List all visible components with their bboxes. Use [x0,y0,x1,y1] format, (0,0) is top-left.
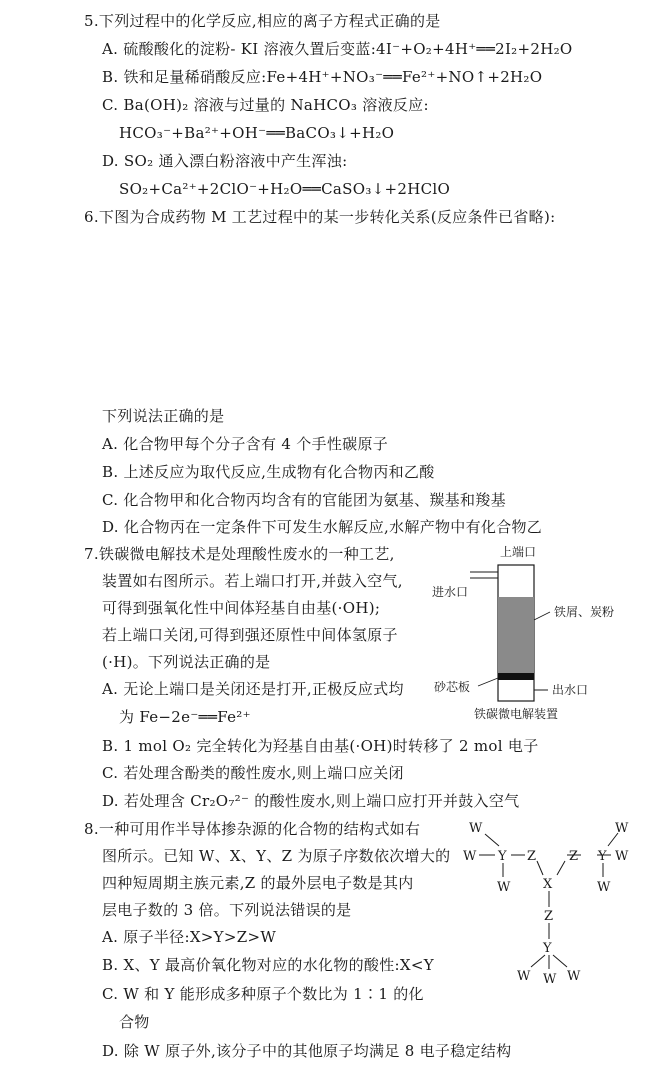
q7-stem-line-5: (·H)。下列说法正确的是 [102,653,271,671]
q7-outlet-label: 出水口 [552,683,589,697]
q8-option-b: B. X、Y 最高价氧化物对应的水化物的酸性:X<Y [102,956,434,974]
q8-atom-w: W [517,969,531,984]
q8-atom-w: W [615,821,629,836]
q8-atom-w: W [597,880,611,895]
q6-stem: 6.下图为合成药物 M 工艺过程中的某一步转化关系(反应条件已省略): [84,208,556,226]
q7-figure-caption: 铁碳微电解装置 [474,707,559,721]
q7-apparatus-figure [430,540,650,725]
q6-option-b: B. 上述反应为取代反应,生成物有化合物丙和乙酸 [102,463,435,481]
q8-atom-z: Z [527,849,537,864]
q8-option-c: C. W 和 Y 能形成多种原子个数比为 1∶1 的化 [102,985,424,1003]
q7-option-c: C. 若处理含酚类的酸性废水,则上端口应关闭 [102,764,404,782]
q8-atom-z: Z [544,909,554,924]
q5-option-d-equation: SO₂+Ca²⁺+2ClO⁻+H₂O══CaSO₃↓+2HClO [119,180,451,198]
q8-option-d: D. 除 W 原子外,该分子中的其他原子均满足 8 电子稳定结构 [102,1042,512,1060]
q5-option-a: A. 硫酸酸化的淀粉- KI 溶液久置后变蓝:4I⁻+O₂+4H⁺══2I₂+2H₂O [102,40,573,58]
q7-option-d: D. 若处理含 Cr₂O₇²⁻ 的酸性废水,则上端口应打开并鼓入空气 [102,792,520,810]
q7-filling-leader [534,612,550,620]
q7-stem-line-3: 可得到强氧化性中间体羟基自由基(·OH); [102,599,381,617]
q6-option-d: D. 化合物丙在一定条件下可发生水解反应,水解产物中有化合物乙 [102,518,543,536]
q8-atom-w: W [463,849,477,864]
q8-atom-w: W [567,969,581,984]
q7-stem-line-2: 装置如右图所示。若上端口打开,并鼓入空气, [102,572,403,590]
q7-option-a: A. 无论上端口是关闭还是打开,正极反应式均 [102,680,404,698]
q8-atom-w: W [497,880,511,895]
q8-stem-line-1: 8.一种可用作半导体掺杂源的化合物的结构式如右 [84,820,421,838]
q5-option-c-equation: HCO₃⁻+Ba²⁺+OH⁻══BaCO₃↓+H₂O [119,124,395,142]
q7-option-a-cont: 为 Fe−2e⁻══Fe²⁺ [119,708,251,726]
q8-stem-line-3: 四种短周期主族元素,Z 的最外层电子数是其内 [102,874,414,892]
q7-filling-label: 铁屑、炭粉 [554,605,615,619]
q6-prompt: 下列说法正确的是 [102,407,225,425]
q8-option-c-cont: 合物 [119,1013,150,1031]
q6-option-a: A. 化合物甲每个分子含有 4 个手性碳原子 [102,435,389,453]
q8-atom-z: Z [569,849,579,864]
q7-stem-line-1: 7.铁碳微电解技术是处理酸性废水的一种工艺, [84,545,395,563]
q8-atom-w: W [615,849,629,864]
q8-option-a: A. 原子半径:X>Y>Z>W [102,928,277,946]
q8-atoms [463,821,629,987]
q7-plate-leader [478,678,498,686]
q5-option-d: D. SO₂ 通入漂白粉溶液中产生浑浊: [102,152,348,170]
q7-option-b: B. 1 mol O₂ 完全转化为羟基自由基(·OH)时转移了 2 mol 电子 [102,737,539,755]
q7-stem-line-4: 若上端口关闭,可得到强还原性中间体氢原子 [102,626,398,644]
q7-plate-label: 砂芯板 [434,680,471,694]
q7-inlet-label: 进水口 [432,585,469,599]
q8-atom-x: X [543,877,553,892]
q8-structure-figure [455,815,645,1000]
q7-filling-region [498,597,534,673]
q5-stem: 5.下列过程中的化学反应,相应的离子方程式正确的是 [84,12,441,30]
q8-stem-line-4: 层电子数的 3 倍。下列说法错误的是 [102,901,352,919]
q8-atom-y: Y [598,849,607,864]
q8-atom-w: W [469,821,483,836]
q5-option-b: B. 铁和足量稀硝酸反应:Fe+4H⁺+NO₃⁻══Fe²⁺+NO↑+2H₂O [102,68,543,86]
q5-option-c: C. Ba(OH)₂ 溶液与过量的 NaHCO₃ 溶液反应: [102,96,429,114]
q7-top-port-label: 上端口 [500,545,537,559]
q8-atom-w: W [543,972,557,987]
q7-sand-core-plate [498,673,534,680]
q8-atom-y: Y [498,849,507,864]
q8-atom-y: Y [543,941,552,956]
q6-option-c: C. 化合物甲和化合物丙均含有的官能团为氨基、羰基和羧基 [102,491,506,509]
q8-stem-line-2: 图所示。已知 W、X、Y、Z 为原子序数依次增大的 [102,847,451,865]
